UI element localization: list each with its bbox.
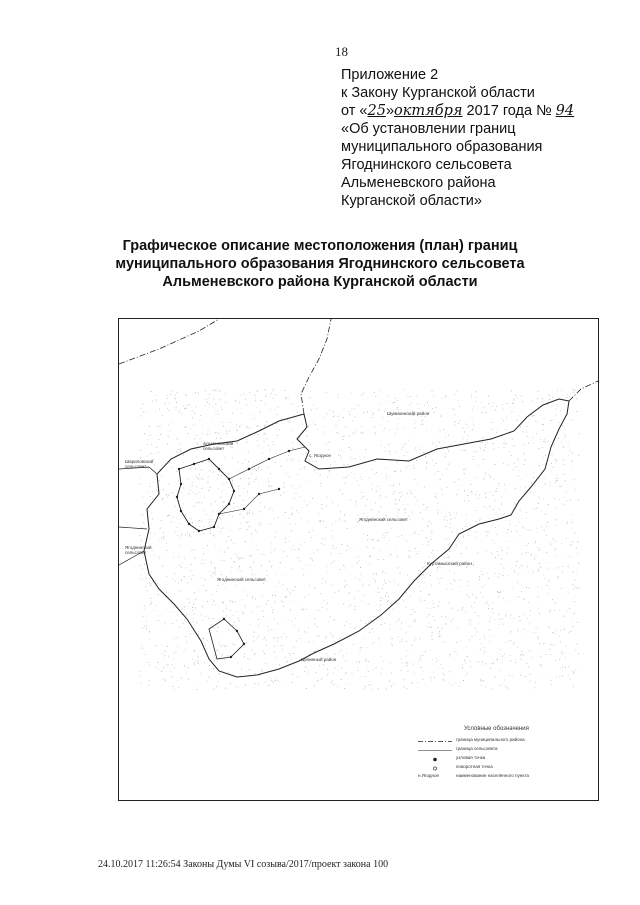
boundary-node <box>230 656 232 658</box>
district-boundary-north <box>301 319 331 414</box>
inner-road <box>219 447 305 514</box>
thin-line-icon <box>418 749 452 752</box>
legend-label-node: узловая точка <box>456 755 486 760</box>
date-prefix: от « <box>341 103 368 119</box>
dash-dot-line-icon <box>418 740 452 743</box>
boundary-node <box>178 468 180 470</box>
label-inner-area: Ягоднинский сельсовет <box>217 577 266 582</box>
inner-parcel-boundary <box>177 459 234 531</box>
boundary-node <box>243 508 245 510</box>
label-top-area: Альменевский сельсовет <box>203 441 234 451</box>
legend-label-turn: поворотная точка <box>456 764 493 769</box>
legend-label-district: граница муниципального района <box>456 737 525 742</box>
appendix-line-4: «Об установлении границ <box>341 121 516 137</box>
district-boundary-east <box>569 381 598 401</box>
boundary-node <box>213 526 215 528</box>
legend-item-sovet <box>418 746 588 755</box>
boundary-node <box>218 513 220 515</box>
appendix-line-7: Альменевского района <box>341 175 496 191</box>
appendix-line-6: Ягоднинского сельсовета <box>341 157 512 173</box>
document-title <box>80 237 560 291</box>
boundary-node <box>218 468 220 470</box>
label-village: с. Ягодное <box>309 453 332 458</box>
boundary-node <box>188 523 190 525</box>
label-district-north: Шумихинский район <box>387 411 430 416</box>
appendix-line-1: Приложение 2 <box>341 67 439 83</box>
title-line-3: Альменевского района Курганской области <box>162 274 478 290</box>
legend-item-node <box>418 755 588 764</box>
boundary-node <box>223 618 225 620</box>
boundary-node <box>236 630 238 632</box>
handwritten-number: 94 <box>555 103 575 119</box>
date-suffix: 2017 года № <box>462 103 552 119</box>
district-boundary-northwest <box>119 319 219 364</box>
south-parcel-boundary <box>209 619 244 659</box>
legend-title: Условные обозначения <box>464 726 529 732</box>
label-main-area: Ягоднинский сельсовет <box>359 517 408 522</box>
label-west-area: Шариповский сельсовет <box>125 459 154 469</box>
legend-label-sovet: граница сельсовета <box>456 746 498 751</box>
date-mid: » <box>385 103 395 119</box>
boundary-node <box>233 490 235 492</box>
legend-item-settlement <box>418 773 588 782</box>
appendix-line-8: Курганской области» <box>341 193 482 209</box>
boundary-node <box>208 458 210 460</box>
title-line-2: муниципального образования Ягоднинского сельсовета <box>115 256 525 272</box>
appendix-line-3 <box>341 102 611 120</box>
label-district-east: Куртамышский район <box>427 561 472 566</box>
boundary-node <box>228 478 230 480</box>
map-texture <box>139 389 580 690</box>
boundary-node <box>198 530 200 532</box>
footer-stamp: 24.10.2017 11:26:54 Законы Думы VI созыва/2017/проект закона 100 <box>98 859 389 870</box>
boundary-node <box>248 468 250 470</box>
appendix-header <box>341 66 611 210</box>
boundary-node <box>228 503 230 505</box>
appendix-line-2: к Закону Курганской области <box>341 85 535 101</box>
boundary-node <box>278 488 280 490</box>
boundary-node <box>258 493 260 495</box>
label-southwest-area: Ягоднинский сельсовет <box>125 545 152 555</box>
boundary-node <box>176 496 178 498</box>
boundary-node <box>288 450 290 452</box>
handwritten-day: 25 <box>367 103 386 119</box>
filled-dot-icon <box>418 757 452 762</box>
boundary-node <box>193 463 195 465</box>
boundary-node <box>268 458 270 460</box>
legend-item-district <box>418 737 588 746</box>
boundary-node <box>243 643 245 645</box>
page-number: 18 <box>335 44 348 59</box>
appendix-line-5: муниципального образования <box>341 139 543 155</box>
boundary-node <box>180 510 182 512</box>
title-line-1: Графическое описание местоположения (план) границ <box>122 238 518 254</box>
boundary-node <box>180 483 182 485</box>
label-district-south: Целинный район <box>301 657 337 662</box>
legend-label-settlement: наименование населённого пункта <box>456 773 529 778</box>
handwritten-month: октября <box>394 103 463 119</box>
open-dot-icon <box>418 766 452 771</box>
legend-item-turn <box>418 764 588 773</box>
legend-symbol-settlement: н.Ягодное <box>418 773 440 778</box>
